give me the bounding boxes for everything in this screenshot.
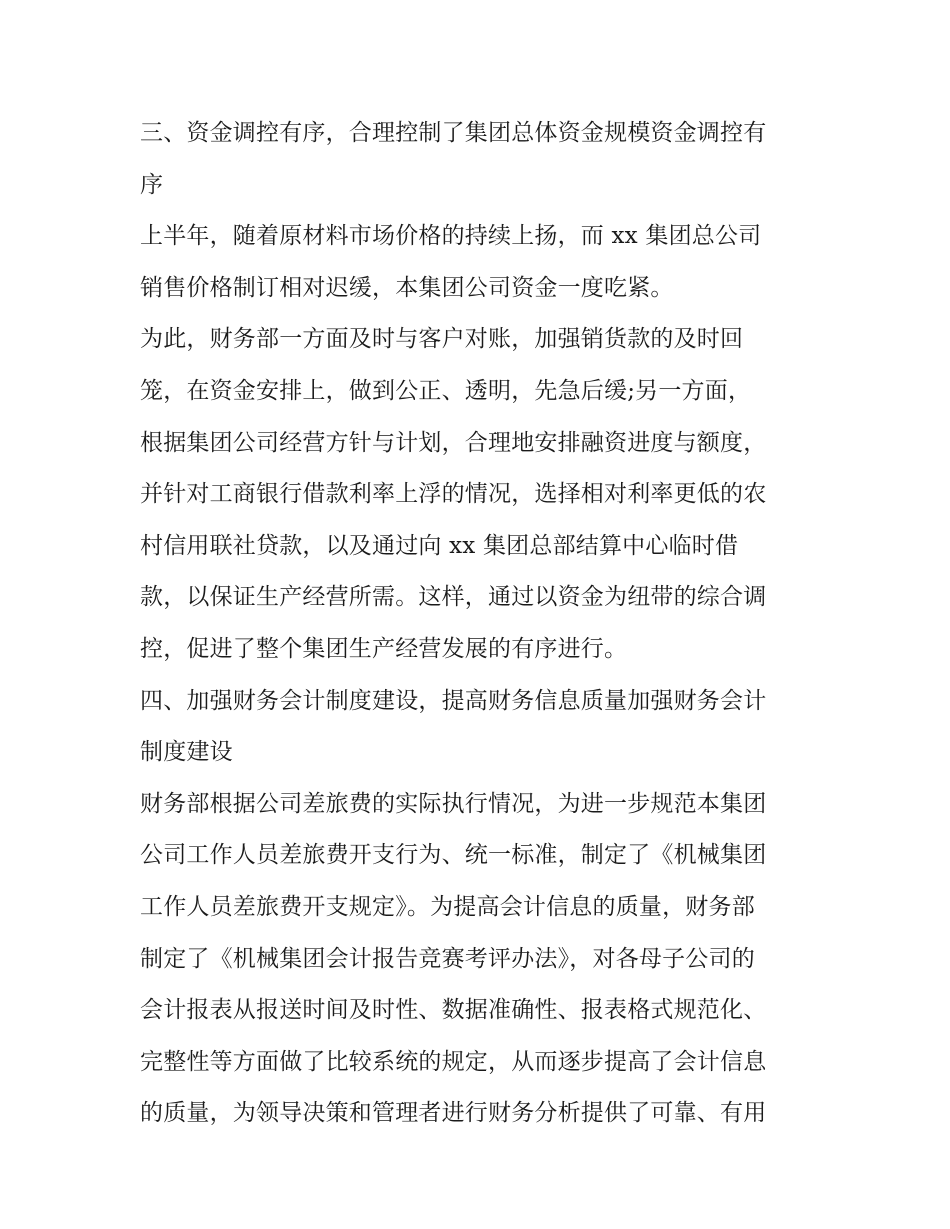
text-line: 四、加强财务会计制度建设，提高财务信息质量加强财务会计 [140,687,767,714]
text-line: 销售价格制订相对迟缓，本集团公司资金一度吃紧。 [140,274,674,301]
text-line: 的质量，为领导决策和管理者进行财务分析提供了可靠、有用 [140,1100,767,1127]
text-line: 完整性等方面做了比较系统的规定，从而逐步提高了会计信息 [140,1048,767,1075]
text-line: 制度建设 [140,739,233,766]
text-line: 三、资金调控有序，合理控制了集团总体资金规模资金调控有 [140,120,767,146]
text-line: 公司工作人员差旅费开支行为、统一标准，制定了《机械集团 [140,842,767,869]
text-line: 上半年，随着原材料市场价格的持续上扬，而 xx 集团总公司 [140,223,762,250]
document-body [140,108,820,1140]
text-line: 会计报表从报送时间及时性、数据准确性、报表格式规范化、 [140,997,767,1024]
text-line: 为此，财务部一方面及时与客户对账，加强销货款的及时回 [140,326,744,353]
text-line: 序 [140,171,164,198]
text-line: 并针对工商银行借款利率上浮的情况，选择相对利率更低的农 [140,481,767,508]
text-line: 制定了《机械集团会计报告竞赛考评办法》，对各母子公司的 [140,945,755,972]
text-line: 笼，在资金安排上，做到公正、透明，先急后缓;另一方面， [140,377,752,404]
text-line: 款，以保证生产经营所需。这样，通过以资金为纽带的综合调 [140,584,767,611]
text-line: 控，促进了整个集团生产经营发展的有序进行。 [140,635,628,662]
text-line: 村信用联社贷款，以及通过向 xx 集团总部结算中心临时借 [140,532,739,559]
text-line: 财务部根据公司差旅费的实际执行情况，为进一步规范本集团 [140,790,767,817]
text-line: 根据集团公司经营方针与计划，合理地安排融资进度与额度， [140,429,767,456]
text-line: 工作人员差旅费开支规定》。为提高会计信息的质量，财务部 [140,893,755,920]
